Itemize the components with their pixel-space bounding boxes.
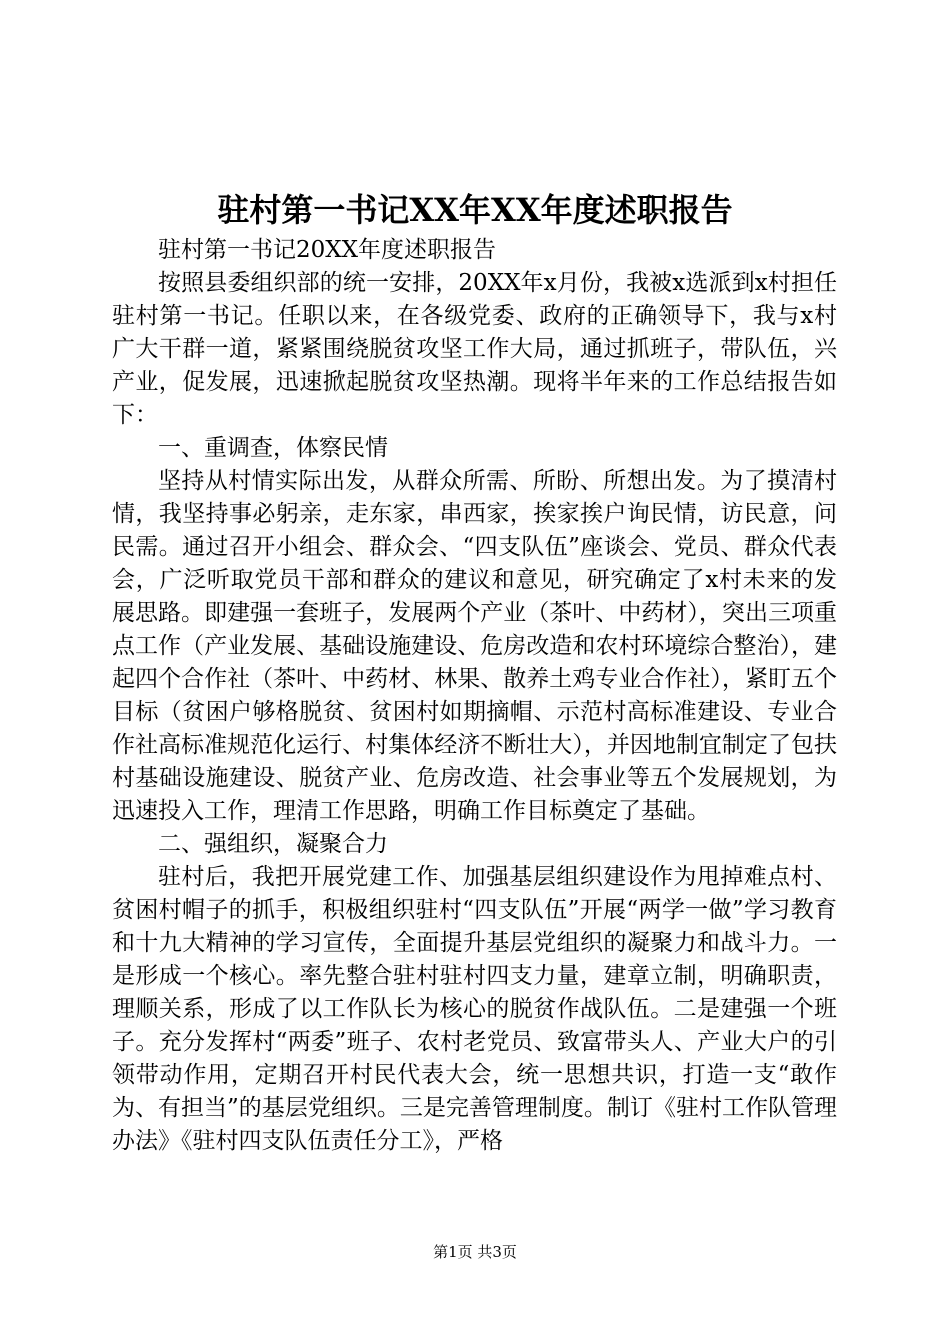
- document-body: [112, 234, 837, 1158]
- document-title: 驻村第一书记XX年XX年度述职报告: [217, 191, 733, 229]
- paragraph-section-2: 驻村后，我把开展党建工作、加强基层组织建设作为甩掉难点村、贫困村帽子的抓手，积极组织驻村“四支队伍”开展“两学一做”学习教育和十九大精神的学习宣传，全面提升基层党组织的凝聚力和战斗力。一是形成一个核心。率先整合驻村驻村四支力量，建章立制，明确职责，理顺关系，形成了以工作队长为核心的脱贫作战队伍。二是建强一个班子。充分发挥村“两委”班子、农村老党员、致富带头人、产业大户的引领带动作用，定期召开村民代表大会，统一思想共识，打造一支“敢作为、有担当”的基层党组织。三是完善管理制度。制订《驻村工作队管理办法》《驻村四支队伍责任分工》，严格: [112, 864, 837, 1154]
- paragraph-intro: 按照县委组织部的统一安排，20XX年x月份，我被x选派到x村担任驻村第一书记。任职以来，在各级党委、政府的正确领导下，我与x村广大干群一道，紧紧围绕脱贫攻坚工作大局，通过抓班子，带队伍，兴产业，促发展，迅速掀起脱贫攻坚热潮。现将半年来的工作总结报告如下：: [112, 270, 837, 428]
- section-heading-1: 一、重调查，体察民情: [158, 435, 388, 461]
- section-heading-2: 二、强组织，凝聚合力: [158, 831, 388, 857]
- paragraph-subtitle: 驻村第一书记20XX年度述职报告: [158, 237, 497, 263]
- paragraph-section-1: 坚持从村情实际出发，从群众所需、所盼、所想出发。为了摸清村情，我坚持事必躬亲，走东家，串西家，挨家挨户询民情，访民意，问民需。通过召开小组会、群众会、“四支队伍”座谈会、党员、群众代表会，广泛听取党员干部和群众的建议和意见，研究确定了x村未来的发展思路。即建强一套班子，发展两个产业（茶叶、中药材），突出三项重点工作（产业发展、基础设施建设、危房改造和农村环境综合整治），建起四个合作社（茶叶、中药材、林果、散养土鸡专业合作社），紧盯五个目标（贫困户够格脱贫、贫困村如期摘帽、示范村高标准建设、专业合作社高标准规范化运行、村集体经济不断壮大），并因地制宜制定了包扶村基础设施建设、脱贫产业、危房改造、社会事业等五个发展规划，为迅速投入工作，理清工作思路，明确工作目标奠定了基础。: [112, 468, 837, 824]
- page-footer: 第1页 共3页: [433, 1243, 517, 1261]
